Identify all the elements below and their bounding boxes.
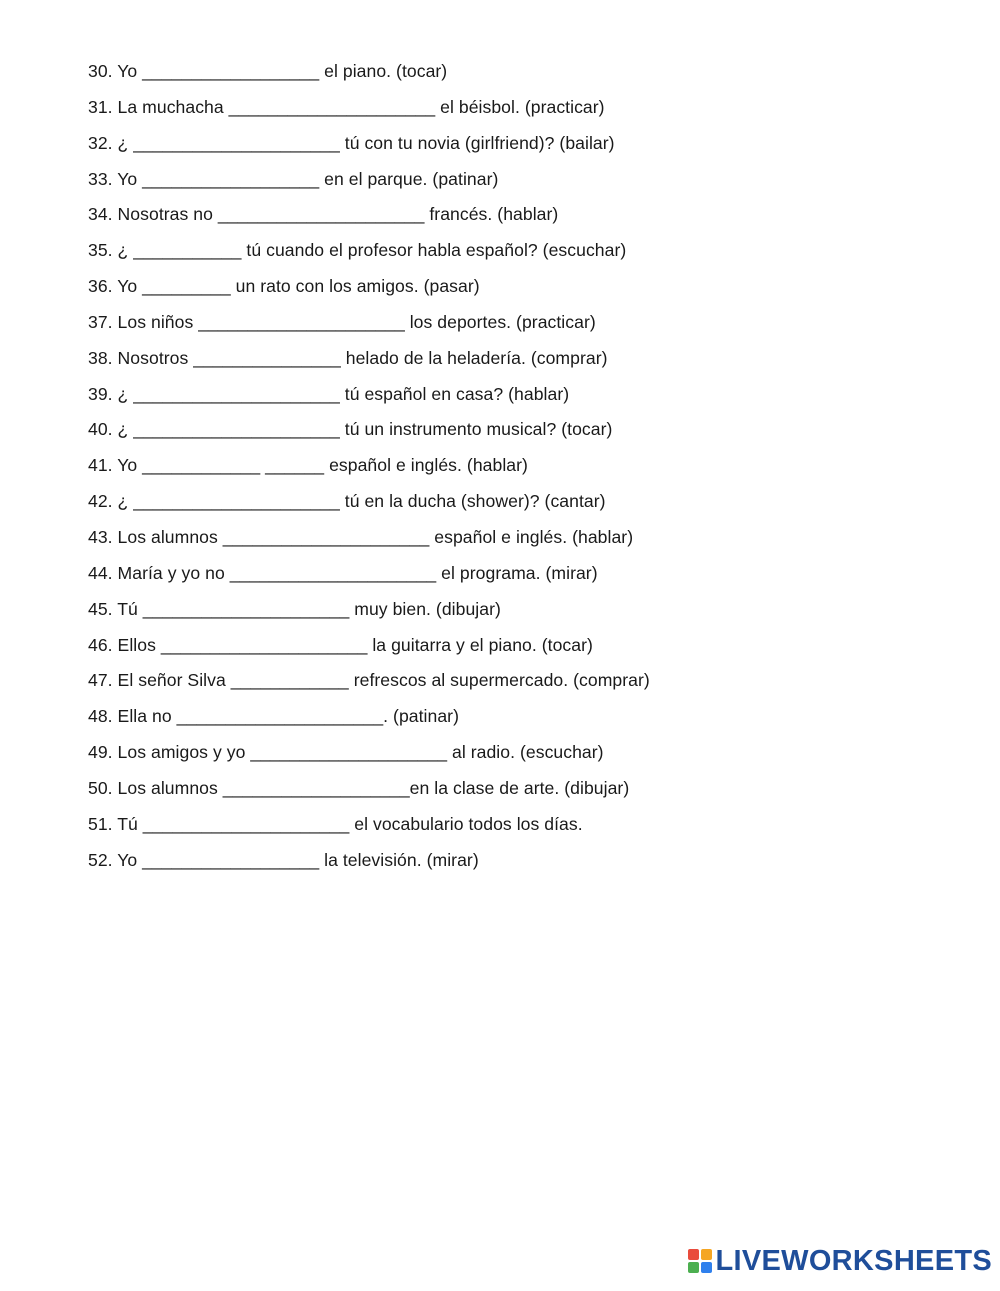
exercise-item: 36. Yo _________ un rato con los amigos. (pasar) — [88, 276, 480, 297]
exercise-item: 46. Ellos _____________________ la guitarra y el piano. (tocar) — [88, 634, 593, 655]
exercise-item: 50. Los alumnos ___________________en la clase de arte. (dibujar) — [88, 777, 630, 798]
liveworksheets-logo-icon — [688, 1249, 712, 1273]
logo-square-green — [688, 1262, 699, 1273]
logo-square-blue — [701, 1262, 712, 1273]
exercise-item: 45. Tú _____________________ muy bien. (dibujar) — [88, 598, 501, 619]
exercise-item: 38. Nosotros _______________ helado de la heladería. (comprar) — [88, 347, 608, 368]
exercise-item: 30. Yo __________________ el piano. (tocar) — [88, 61, 448, 81]
exercise-item: 31. La muchacha _____________________ el béisbol. (practicar) — [88, 96, 605, 117]
liveworksheets-logo — [688, 1243, 993, 1279]
logo-square-orange — [701, 1249, 712, 1260]
exercise-item: 51. Tú _____________________ el vocabulario todos los días. — [88, 813, 583, 834]
exercise-item: 48. Ella no _____________________. (patinar) — [88, 706, 459, 727]
exercise-item: 33. Yo __________________ en el parque. (patinar) — [88, 168, 499, 189]
exercise-item: 44. María y yo no _____________________ el programa. (mirar) — [88, 562, 598, 583]
logo-text: LIVEWORKSHEETS — [715, 1245, 992, 1277]
exercise-item: 43. Los alumnos _____________________ español e inglés. (hablar) — [88, 526, 634, 547]
exercise-item: 39. ¿ _____________________ tú español en casa? (hablar) — [88, 383, 570, 404]
exercise-item: 34. Nosotras no _____________________ francés. (hablar) — [88, 204, 559, 225]
exercise-item: 42. ¿ _____________________ tú en la ducha (shower)? (cantar) — [88, 491, 606, 512]
exercise-item: 49. Los amigos y yo ____________________ al radio. (escuchar) — [88, 742, 604, 763]
exercise-item: 41. Yo ____________ ______ español e inglés. (hablar) — [88, 455, 528, 476]
exercise-item: 40. ¿ _____________________ tú un instrumento musical? (tocar) — [88, 419, 613, 440]
exercise-item: 52. Yo __________________ la televisión. (mirar) — [88, 849, 479, 870]
exercise-item: 32. ¿ _____________________ tú con tu novia (girlfriend)? (bailar) — [88, 132, 615, 153]
worksheet-exercise-list — [88, 58, 968, 882]
exercise-item: 47. El señor Silva ____________ refrescos al supermercado. (comprar) — [88, 670, 650, 691]
exercise-item: 35. ¿ ___________ tú cuando el profesor habla español? (escuchar) — [88, 240, 627, 261]
exercise-item: 37. Los niños _____________________ los deportes. (practicar) — [88, 311, 596, 332]
logo-square-red — [688, 1249, 699, 1260]
